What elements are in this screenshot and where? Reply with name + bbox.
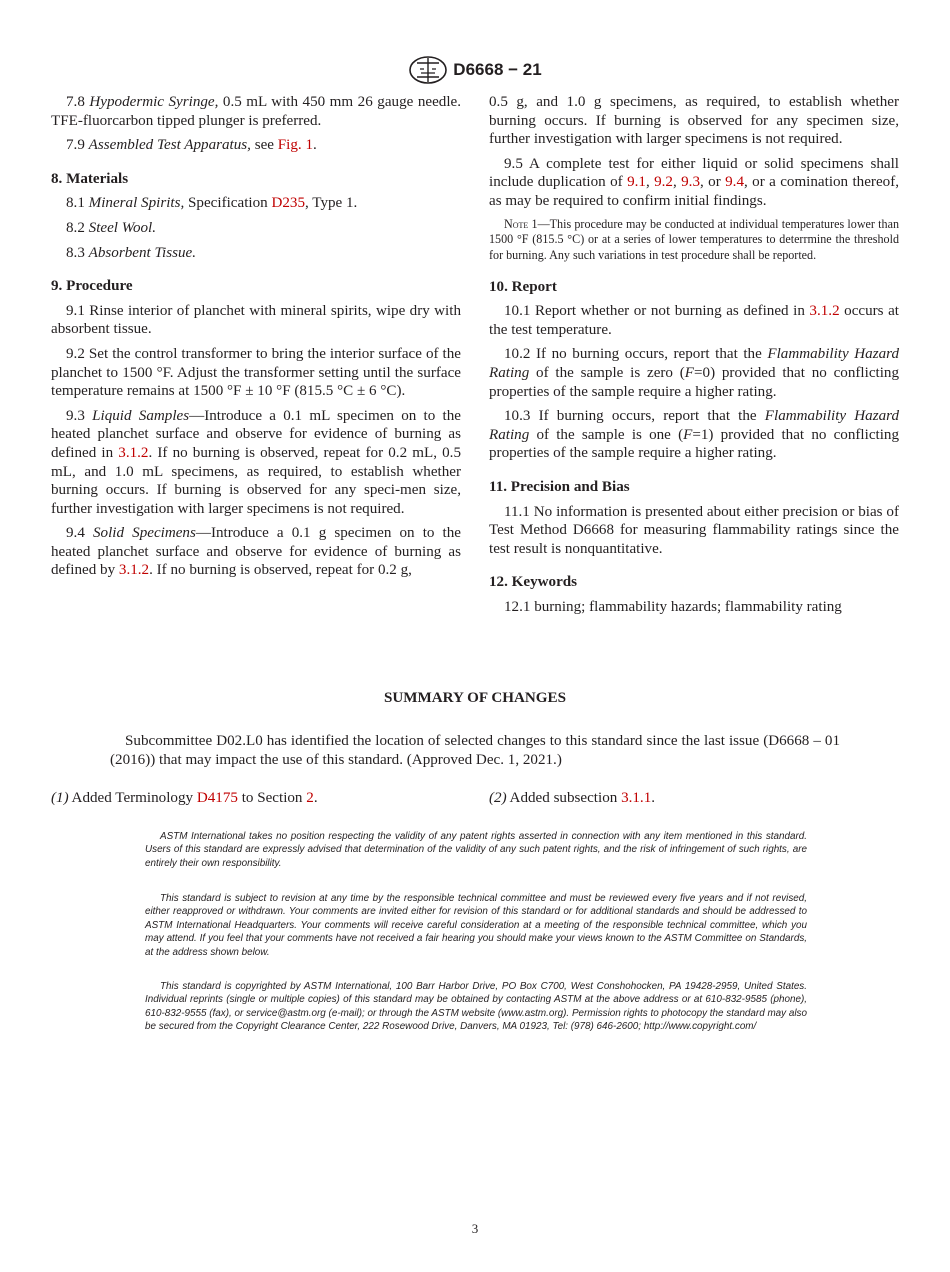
revision-notice: This standard is subject to revision at any time by the responsible technical committee and must be reviewed every five years and if not revised, either reapproved or withdrawn. Your comments are invited either for revision of this standard or for additional standards and should be addressed to ASTM International Headquarters. Your comments will receive careful consideration at a meeting of the responsible technical committee, which you may attend. If you feel that your comments have not received a fair hearing you should make your views known to the ASTM Committee on Standards, at the address shown below.: [145, 893, 807, 958]
change-item-2: (2) Added subsection 3.1.1.: [489, 790, 656, 806]
paragraph-11-1: 11.1 No information is presented about either precision or bias of Test Method D6668 for measuring flammability ratings since the test result is nonquantitative.: [489, 503, 899, 557]
section-heading-materials: 8. Materials: [51, 170, 129, 187]
ref-9-1-link[interactable]: 9.1: [627, 174, 646, 191]
paragraph-8-3: 8.3 Absorbent Tissue.: [66, 244, 196, 261]
paragraph-7-9: 7.9 Assembled Test Apparatus, see Fig. 1.: [66, 137, 317, 154]
paragraph-9-4-continued: 0.5 g, and 1.0 g specimens, as required, to establish whether burning occurs. If burning is observed for any specimen size, further investigation with larger specimens is not required.: [489, 94, 899, 148]
ref-9-2-link[interactable]: 9.2: [654, 174, 673, 191]
page-header: [0, 55, 950, 85]
ref-3-1-1-link[interactable]: 3.1.1: [621, 790, 652, 806]
paragraph-9-5: 9.5 A complete test for either liquid or solid specimens shall include duplication of 9.1, 9.2, 9.3, or 9.4, or a comination thereof, as may be required to confirm initial findings.: [489, 155, 899, 209]
paragraph-9-1: 9.1 Rinse interior of planchet with mineral spirits, wipe dry with absorbent tissue.: [51, 302, 461, 338]
copyright-notice: This standard is copyrighted by ASTM International, 100 Barr Harbor Drive, PO Box C700, West Conshohocken, PA 19428-2959, United States. Individual reprints (single or multiple copies) of this standard may be obtained by contacting ASTM at the above address or at 610-832-9585 (phone), 610-832-9555 (fax), or service@astm.org (e-mail); or through the ASTM website (www.astm.org). Permission rights to photocopy the standard may also be secured from the Copyright Clearance Center, 222 Rosewood Drive, Danvers, MA 01923, Tel: (978) 646-2600; http://www.copyright.com/: [145, 981, 807, 1033]
ref-9-3-link[interactable]: 9.3: [681, 174, 700, 191]
paragraph-9-4: 9.4 Solid Specimens—Introduce a 0.1 g specimen on to the heated planchet surface and observe for evidence of burning as defined by 3.1.2. If no burning is observed, repeat for 0.2 g,: [51, 525, 461, 579]
note-1: Note 1—This procedure may be conducted at individual temperatures lower than 1500 °F (815.5 °C) or at a series of lower temperatures to deterrmine the threshold for burning. Any such variations in test procedure shall be reported.: [489, 216, 899, 262]
paragraph-10-2: 10.2 If no burning occurs, report that the Flammability Hazard Rating of the sample is zero (F=0) provided that no conflicting properties of the sample require a higher rating.: [489, 346, 899, 400]
ref-3-1-2-link[interactable]: 3.1.2: [809, 303, 840, 320]
summary-of-changes-heading: SUMMARY OF CHANGES: [384, 690, 566, 706]
ref-3-1-2-link[interactable]: 3.1.2: [118, 562, 150, 579]
section-heading-precision-bias: 11. Precision and Bias: [489, 479, 630, 496]
page-number: 3: [471, 1221, 479, 1236]
paragraph-10-1: 10.1 Report whether or not burning as defined in 3.1.2 occurs at the test temperature.: [489, 303, 899, 338]
paragraph-12-1: 12.1 burning; flammability hazards; flammability rating: [504, 598, 842, 615]
section-heading-procedure: 9. Procedure: [51, 278, 133, 295]
astm-logo-icon: [408, 55, 448, 85]
patent-notice: ASTM International takes no position respecting the validity of any patent rights asserted in connection with any item mentioned in this standard. Users of this standard are expressly advised that determination of the validity of any such patent rights, and the risk of infringement of such rights, are entirely their own responsibility.: [145, 831, 807, 869]
paragraph-8-2: 8.2 Steel Wool.: [66, 219, 157, 236]
section-2-link[interactable]: 2: [306, 790, 314, 806]
right-column: [489, 93, 899, 623]
paragraph-7-8: 7.8 Hypodermic Syringe, 0.5 mL with 450 mm 26 gauge needle. TFE-fluorcarbon tipped plunger is preferred.: [51, 94, 461, 129]
ref-3-1-2-link[interactable]: 3.1.2: [118, 444, 149, 461]
paragraph-9-3: 9.3 Liquid Samples—Introduce a 0.1 mL specimen on to the heated planchet surface and observe for evidence of burning as defined in 3.1.2. If no burning is observed, repeat for 0.2 mL, 0.5 mL, and 1.0 mL specimens, as required, to establish whether burning occurs. If burning is observed for any speci-men size, further investigation with larger specimens is not required.: [51, 407, 461, 517]
paragraph-10-3: 10.3 If burning occurs, report that the Flammability Hazard Rating of the sample is one (F=1) provided that no conflicting properties of the sample require a higher rating.: [489, 408, 899, 462]
section-heading-report: 10. Report: [489, 278, 557, 295]
document-designation: D6668 − 21: [453, 60, 542, 79]
paragraph-8-1: 8.1 Mineral Spirits, Specification D235, Type 1.: [66, 195, 358, 212]
fig-1-link[interactable]: Fig. 1: [277, 137, 313, 154]
d235-link[interactable]: D235: [271, 195, 305, 212]
change-item-1: (1) Added Terminology D4175 to Section 2.: [51, 790, 318, 806]
left-column: [51, 93, 461, 586]
d4175-link[interactable]: D4175: [196, 790, 238, 806]
ref-9-4-link[interactable]: 9.4: [725, 174, 744, 191]
summary-of-changes-text: Subcommittee D02.L0 has identified the location of selected changes to this standard since the last issue (D6668 – 01 (2016)) that may impact the use of this standard. (Approved Dec. 1, 2021.): [110, 733, 840, 768]
paragraph-9-2: 9.2 Set the control transformer to bring the interior surface of the planchet to 1500 °F. Adjust the transformer setting until the surface temperature remains at 1500 °F ± 10 °F (815.5 °C ± 6 °C).: [51, 345, 461, 400]
section-heading-keywords: 12. Keywords: [489, 574, 578, 591]
